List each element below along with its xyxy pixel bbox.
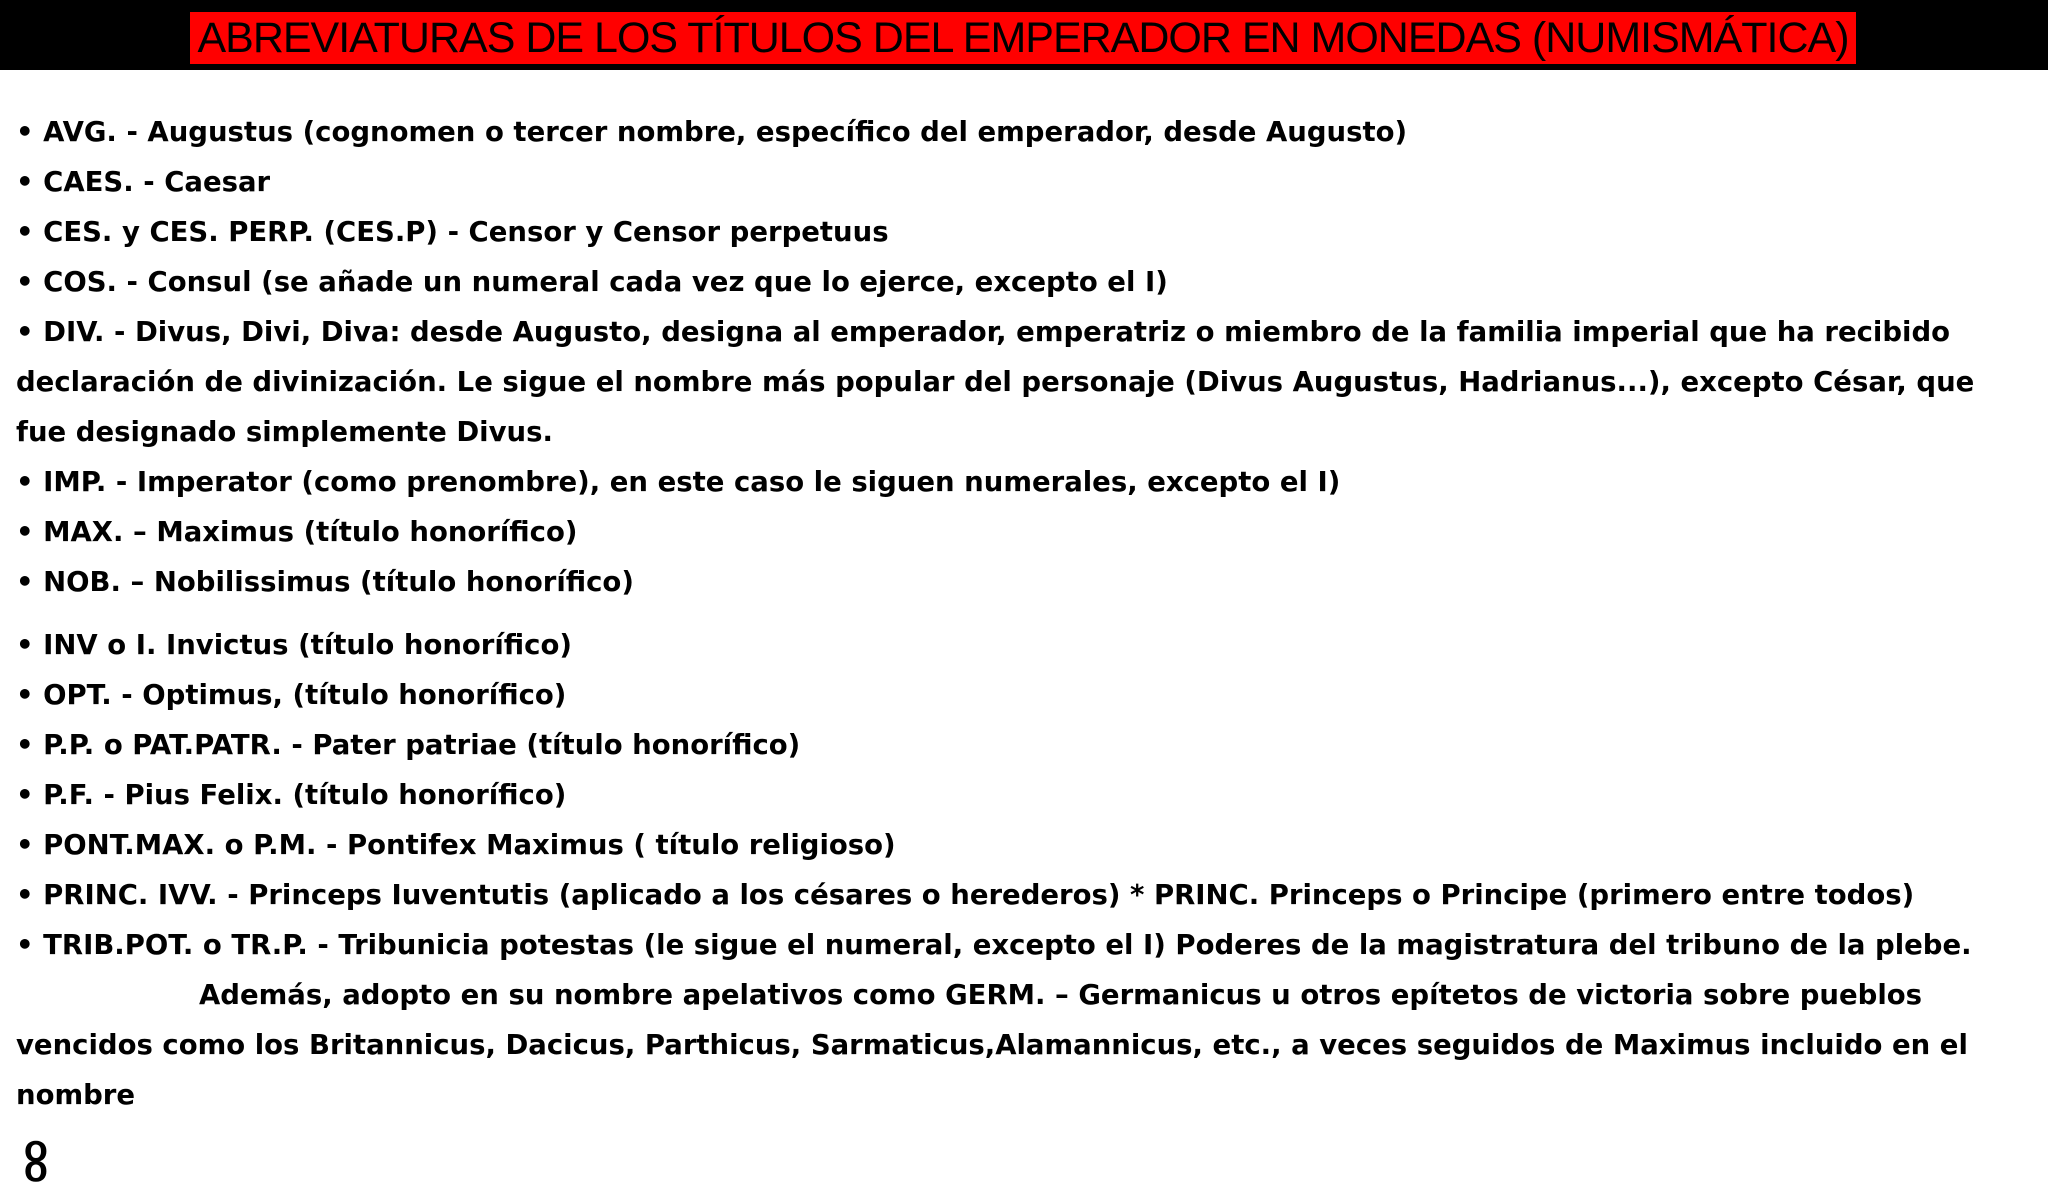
list-item-avg: • AVG. - Augustus (cognomen o tercer nombre, específico del emperador, desde Augusto) (16, 116, 1408, 148)
abbreviation-list (16, 107, 2026, 1120)
list-item-pf: • P.F. - Pius Felix. (título honorífico) (16, 779, 567, 811)
partial-cut-off-text: O O (24, 1135, 48, 1188)
list-item-inv: • INV o I. Invictus (título honorífico) (16, 629, 572, 661)
list-item-princ: • PRINC. IVV. - Princeps Iuventutis (aplicado a los césares o herederos) * PRINC. Princeps o Principe (primero entre todos) (16, 879, 1915, 911)
list-item-ces: • CES. y CES. PERP. (CES.P) - Censor y Censor perpetuus (16, 216, 889, 248)
list-item-opt: • OPT. - Optimus, (título honorífico) (16, 679, 567, 711)
title-bar (0, 0, 2048, 70)
list-item-max: • MAX. – Maximus (título honorífico) (16, 516, 578, 548)
list-item-cos: • COS. - Consul (se añade un numeral cada vez que lo ejerce, excepto el I) (16, 266, 1168, 298)
list-item-pp: • P.P. o PAT.PATR. - Pater patriae (título honorífico) (16, 729, 801, 761)
list-item-nob: • NOB. – Nobilissimus (título honorífico) (16, 566, 634, 598)
list-item-pont-max: • PONT.MAX. o P.M. - Pontifex Maximus ( título religioso) (16, 829, 896, 861)
closing-note: Además, adopto en su nombre apelativos como GERM. – Germanicus u otros epítetos de victoria sobre pueblos vencidos como los Britannicus, Dacicus, Parthicus, Sarmaticus,Alamannicus, etc., a veces seguidos de Maximus incluido en el nombre (16, 979, 1968, 1111)
list-item-caes: • CAES. - Caesar (16, 166, 271, 198)
slide-title: ABREVIATURAS DE LOS TÍTULOS DEL EMPERADOR EN MONEDAS (NUMISMÁTICA) (190, 12, 1856, 64)
list-item-div: • DIV. - Divus, Divi, Diva: desde Augusto, designa al emperador, emperatriz o miembro de la familia imperial que ha recibido declaración de divinización. Le sigue el nombre más popular del personaje (Divus Augustus, Hadrianus...), excepto César, que fue designado simplemente Divus. (16, 316, 1975, 448)
list-item-trib-pot: • TRIB.POT. o TR.P. - Tribunicia potestas (le sigue el numeral, excepto el I) Poderes de la magistratura del tribuno de la plebe. (16, 929, 1972, 961)
list-item-imp: • IMP. - Imperator (como prenombre), en este caso le siguen numerales, excepto el I) (16, 466, 1341, 498)
